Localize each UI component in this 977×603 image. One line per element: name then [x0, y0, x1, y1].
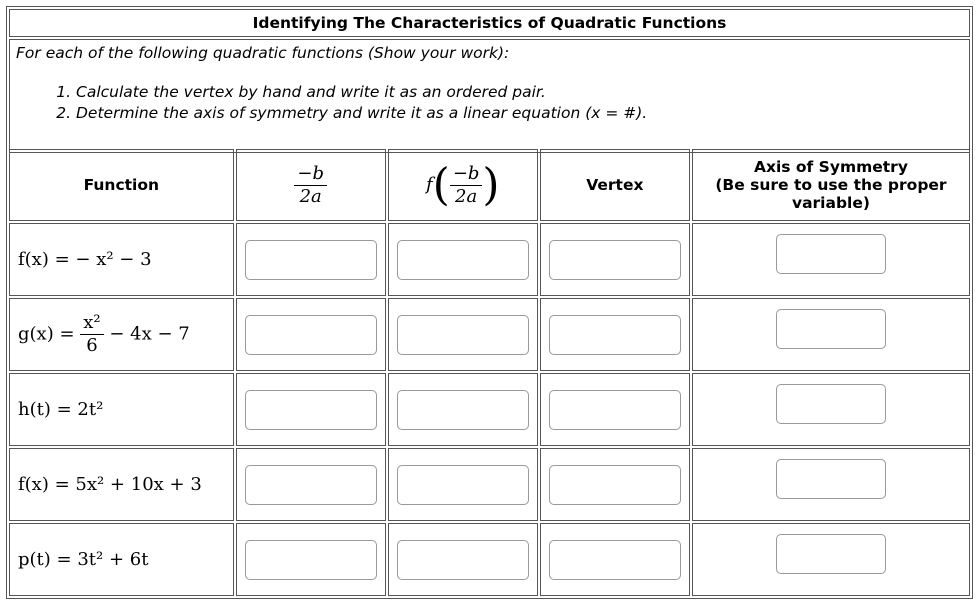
- header-f-of-neg-b-over-2a: [388, 149, 538, 221]
- f-value-input[interactable]: [397, 315, 529, 355]
- axis-of-symmetry-input[interactable]: [776, 234, 886, 274]
- f-value-input[interactable]: [397, 390, 529, 430]
- axis-of-symmetry-input[interactable]: [776, 384, 886, 424]
- function-name: f(x): [18, 474, 49, 495]
- neg-b-over-2a-input[interactable]: [245, 465, 377, 505]
- vertex-input[interactable]: [549, 315, 681, 355]
- f-value-input[interactable]: [397, 540, 529, 580]
- table-row: [9, 373, 970, 446]
- table-row: [9, 523, 970, 596]
- function-fraction-denominator: 6: [86, 335, 98, 356]
- axis-of-symmetry-input[interactable]: [776, 309, 886, 349]
- function-expression: 5x² + 10x + 3: [75, 474, 202, 495]
- vertex-input[interactable]: [549, 240, 681, 280]
- function-cell: p(t) = 3t² + 6t: [9, 523, 234, 596]
- neg-b-over-2a-fraction: [294, 163, 327, 208]
- function-expression: − x² − 3: [75, 249, 152, 270]
- instructions-intro: For each of the following quadratic functions (Show your work):: [16, 44, 510, 62]
- axis-header-line-2: (Be sure to use the proper: [715, 176, 947, 194]
- table-row: [9, 448, 970, 521]
- close-paren: ): [482, 159, 500, 210]
- function-expression: 2t²: [77, 399, 104, 420]
- instructions: [9, 39, 970, 153]
- header-neg-b-over-2a: [236, 149, 386, 221]
- function-name: p(t): [18, 549, 51, 570]
- header-function: Function: [9, 149, 234, 221]
- neg-b-over-2a-input[interactable]: [245, 240, 377, 280]
- header-axis-of-symmetry: [692, 149, 970, 221]
- f-value-input[interactable]: [397, 240, 529, 280]
- function-cell: f(x) = 5x² + 10x + 3: [9, 448, 234, 521]
- vertex-input[interactable]: [549, 540, 681, 580]
- fraction-denominator-inner: 2a: [455, 185, 478, 207]
- open-paren: (: [432, 159, 450, 210]
- fraction-numerator-inner: −b: [450, 163, 483, 186]
- function-name: f(x): [18, 249, 49, 270]
- vertex-input[interactable]: [549, 390, 681, 430]
- function-cell: f(x) = − x² − 3: [9, 223, 234, 296]
- instruction-step-1: 1. Calculate the vertex by hand and write it as an ordered pair.: [76, 82, 963, 103]
- fraction-denominator: 2a: [299, 185, 322, 207]
- header-vertex: Vertex: [540, 149, 690, 221]
- f-value-input[interactable]: [397, 465, 529, 505]
- function-name: g(x): [18, 323, 54, 345]
- table-row: [9, 298, 970, 371]
- worksheet-title: Identifying The Characteristics of Quadratic Functions: [9, 9, 970, 37]
- function-cell: g(x) = $\frac{\text{x²}}{6}$ − 4x − 7: [9, 298, 234, 371]
- quadratic-table: [7, 147, 972, 598]
- worksheet: [6, 6, 973, 599]
- function-expression-rest: − 4x − 7: [109, 323, 190, 345]
- function-cell: h(t) = 2t²: [9, 373, 234, 446]
- axis-header-line-1: Axis of Symmetry: [753, 158, 908, 176]
- neg-b-over-2a-input[interactable]: [245, 540, 377, 580]
- table-row: [9, 223, 970, 296]
- neg-b-over-2a-input[interactable]: [245, 315, 377, 355]
- function-name: h(t): [18, 399, 51, 420]
- instruction-step-2: 2. Determine the axis of symmetry and write it as a linear equation (x = #).: [76, 103, 963, 124]
- axis-of-symmetry-input[interactable]: [776, 534, 886, 574]
- axis-header-line-3: variable): [791, 194, 870, 212]
- f-label: f: [425, 173, 433, 195]
- neg-b-over-2a-fraction-inner: [450, 163, 483, 208]
- header-table: [7, 7, 972, 155]
- fraction-numerator: −b: [294, 163, 327, 186]
- function-expression: 3t² + 6t: [77, 549, 149, 570]
- neg-b-over-2a-input[interactable]: [245, 390, 377, 430]
- function-fraction: [80, 312, 103, 357]
- function-fraction-numerator: x²: [80, 312, 103, 335]
- instructions-steps: [16, 82, 963, 124]
- axis-of-symmetry-input[interactable]: [776, 459, 886, 499]
- vertex-input[interactable]: [549, 465, 681, 505]
